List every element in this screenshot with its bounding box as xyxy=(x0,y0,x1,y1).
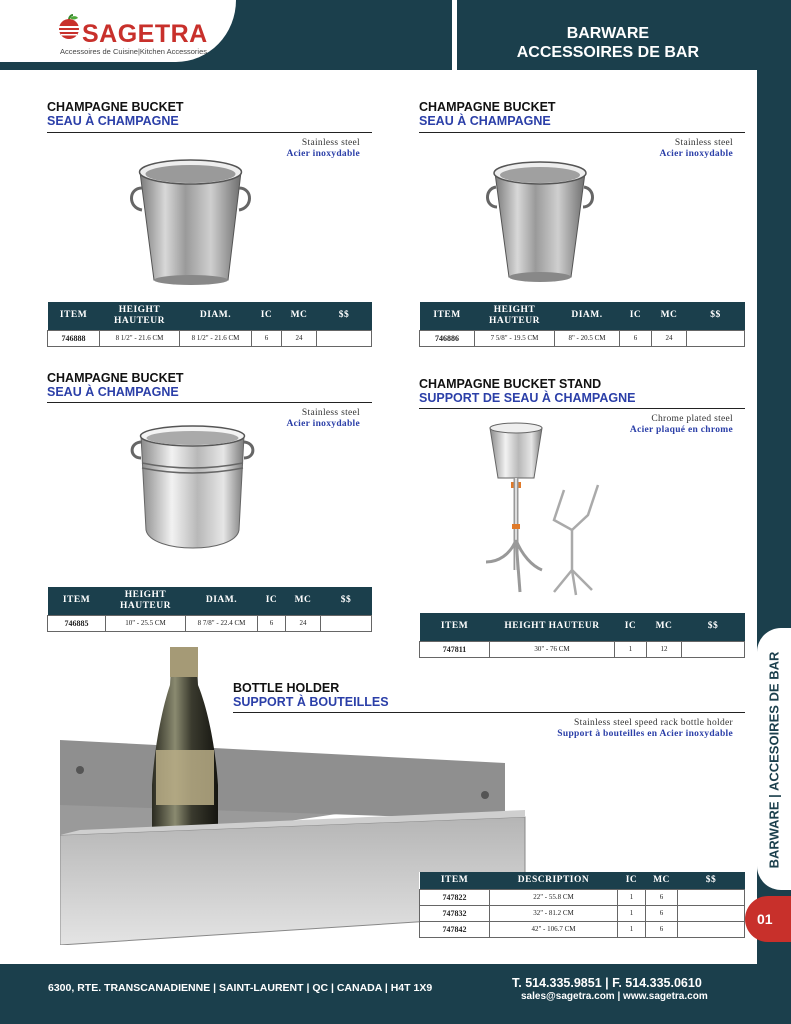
table-header-row xyxy=(48,587,372,615)
product-title-en: CHAMPAGNE BUCKET xyxy=(47,371,184,385)
material-en: Stainless steel xyxy=(301,408,360,418)
table-cell xyxy=(317,330,372,346)
table-cell: 8 7/8" - 22.4 CM xyxy=(186,615,258,631)
item-number: 747811 xyxy=(420,641,490,657)
column-header: ITEM xyxy=(420,872,490,889)
product-title-fr: SEAU À CHAMPAGNE xyxy=(47,385,179,399)
product-title xyxy=(419,377,635,405)
material-fr: Support à bouteilles en Acier inoxydable xyxy=(557,729,733,739)
column-header: IC xyxy=(258,587,286,615)
table-cell xyxy=(678,905,745,921)
product-title xyxy=(47,371,184,399)
material-fr: Acier plaqué en chrome xyxy=(629,425,733,435)
table-row xyxy=(48,615,372,631)
column-header: $$ xyxy=(321,587,372,615)
table-cell: 6 xyxy=(620,330,652,346)
product-title-en: BOTTLE HOLDER xyxy=(233,681,340,695)
champagne-bucket-image xyxy=(485,155,595,285)
spec-table xyxy=(47,587,372,632)
product-title-en: CHAMPAGNE BUCKET xyxy=(47,100,184,114)
item-number: 746885 xyxy=(48,615,106,631)
champagne-bucket-image xyxy=(125,418,260,566)
title-rule xyxy=(419,408,745,409)
column-header: DESCRIPTION xyxy=(490,872,618,889)
table-cell: 12 xyxy=(647,641,682,657)
table-cell xyxy=(321,615,372,631)
product-material xyxy=(287,138,361,160)
column-header: IC xyxy=(252,302,282,330)
spec-table xyxy=(419,872,745,938)
brand-name: SAGETRA xyxy=(82,20,208,48)
side-tab-label: BARWARE | ACCESOIRES DE BAR xyxy=(766,651,782,869)
column-header: ITEM xyxy=(420,613,490,641)
product-title-fr: SEAU À CHAMPAGNE xyxy=(47,114,179,128)
column-header: HEIGHT HAUTEUR xyxy=(490,613,615,641)
table-row xyxy=(420,889,745,905)
page-title-fr: ACCESSOIRES DE BAR xyxy=(516,44,699,61)
page-title-en: BARWARE xyxy=(566,25,650,42)
table-cell xyxy=(678,889,745,905)
champagne-bucket-stand-image xyxy=(480,420,610,600)
header-divider xyxy=(452,0,457,70)
product-title-en: CHAMPAGNE BUCKET xyxy=(419,100,556,114)
column-header: MC xyxy=(652,302,687,330)
column-header: $$ xyxy=(682,613,745,641)
table-row xyxy=(48,330,372,346)
column-header: ITEM xyxy=(48,302,100,330)
item-number: 747832 xyxy=(420,905,490,921)
column-header: MC xyxy=(646,872,678,889)
table-cell: 8" - 20.5 CM xyxy=(555,330,620,346)
brand-tagline: Accessoires de Cuisine|Kitchen Accessories xyxy=(60,47,208,56)
footer-web: sales@sagetra.com | www.sagetra.com xyxy=(521,991,708,1002)
column-header: DIAM. xyxy=(186,587,258,615)
product-material xyxy=(630,414,733,436)
table-cell: 30" - 76 CM xyxy=(490,641,615,657)
column-header: IC xyxy=(615,613,647,641)
table-cell: 6 xyxy=(646,921,678,937)
table-cell: 8 1/2" - 21.6 CM xyxy=(180,330,252,346)
column-header: HEIGHT HAUTEUR xyxy=(475,302,555,330)
table-header-row xyxy=(48,302,372,330)
page-header xyxy=(0,0,791,70)
footer-phone: T. 514.335.9851 | F. 514.335.0610 xyxy=(512,976,702,990)
item-number: 747842 xyxy=(420,921,490,937)
table-cell: 32" - 81.2 CM xyxy=(490,905,618,921)
column-header: ITEM xyxy=(48,587,106,615)
material-fr: Acier inoxydable xyxy=(286,149,360,159)
column-header: MC xyxy=(282,302,317,330)
champagne-bucket-image xyxy=(128,150,253,290)
table-header-row xyxy=(420,613,745,641)
table-header-row xyxy=(420,302,745,330)
product-title-fr: SEAU À CHAMPAGNE xyxy=(419,114,551,128)
material-fr: Acier inoxydable xyxy=(286,419,360,429)
apple-logo-icon xyxy=(56,14,82,40)
title-rule xyxy=(47,402,372,403)
table-cell: 8 1/2" - 21.6 CM xyxy=(100,330,180,346)
column-header: HEIGHT HAUTEUR xyxy=(106,587,186,615)
table-cell xyxy=(687,330,745,346)
table-cell: 6 xyxy=(646,905,678,921)
table-cell: 1 xyxy=(618,889,646,905)
column-header: DIAM. xyxy=(180,302,252,330)
product-material xyxy=(660,138,734,160)
product-title xyxy=(47,100,184,128)
table-row xyxy=(420,905,745,921)
product-material xyxy=(287,408,361,430)
product-title-en: CHAMPAGNE BUCKET STAND xyxy=(419,377,602,391)
logo-panel xyxy=(0,0,236,62)
product-material xyxy=(557,718,733,740)
product-title-fr: SUPPORT DE SEAU À CHAMPAGNE xyxy=(419,391,636,405)
page-title xyxy=(517,24,699,62)
footer-address: 6300, RTE. TRANSCANADIENNE | SAINT-LAURENT | QC | CANADA | H4T 1X9 xyxy=(48,982,433,994)
table-row xyxy=(420,921,745,937)
column-header: HEIGHT HAUTEUR xyxy=(100,302,180,330)
material-en: Stainless steel xyxy=(301,138,360,148)
page-number: 01 xyxy=(745,896,791,942)
table-cell: 24 xyxy=(652,330,687,346)
item-number: 747822 xyxy=(420,889,490,905)
table-header-row xyxy=(420,872,745,889)
table-cell: 6 xyxy=(252,330,282,346)
item-number: 746888 xyxy=(48,330,100,346)
column-header: MC xyxy=(647,613,682,641)
column-header: IC xyxy=(618,872,646,889)
table-cell: 1 xyxy=(618,921,646,937)
table-cell: 7 5/8" - 19.5 CM xyxy=(475,330,555,346)
page-footer xyxy=(0,964,791,1024)
column-header: IC xyxy=(620,302,652,330)
column-header: $$ xyxy=(687,302,745,330)
material-en: Stainless steel speed rack bottle holder xyxy=(574,718,733,728)
column-header: $$ xyxy=(678,872,745,889)
table-cell: 10" - 25.5 CM xyxy=(106,615,186,631)
spec-table xyxy=(47,302,372,347)
table-cell: 24 xyxy=(286,615,321,631)
table-cell xyxy=(682,641,745,657)
title-rule xyxy=(233,712,745,713)
column-header: $$ xyxy=(317,302,372,330)
column-header: ITEM xyxy=(420,302,475,330)
product-title xyxy=(419,100,556,128)
table-cell: 22" - 55.8 CM xyxy=(490,889,618,905)
material-en: Chrome plated steel xyxy=(651,414,733,424)
table-cell: 6 xyxy=(646,889,678,905)
title-rule xyxy=(47,132,372,133)
table-row xyxy=(420,330,745,346)
table-cell xyxy=(678,921,745,937)
column-header: MC xyxy=(286,587,321,615)
table-cell: 24 xyxy=(282,330,317,346)
material-fr: Acier inoxydable xyxy=(659,149,733,159)
material-en: Stainless steel xyxy=(674,138,733,148)
spec-table xyxy=(419,302,745,347)
table-cell: 1 xyxy=(618,905,646,921)
product-title-fr: SUPPORT À BOUTEILLES xyxy=(233,695,389,709)
column-header: DIAM. xyxy=(555,302,620,330)
table-cell: 6 xyxy=(258,615,286,631)
product-title xyxy=(233,681,389,709)
table-cell: 1 xyxy=(615,641,647,657)
item-number: 746886 xyxy=(420,330,475,346)
title-rule xyxy=(419,132,745,133)
table-cell: 42" - 106.7 CM xyxy=(490,921,618,937)
